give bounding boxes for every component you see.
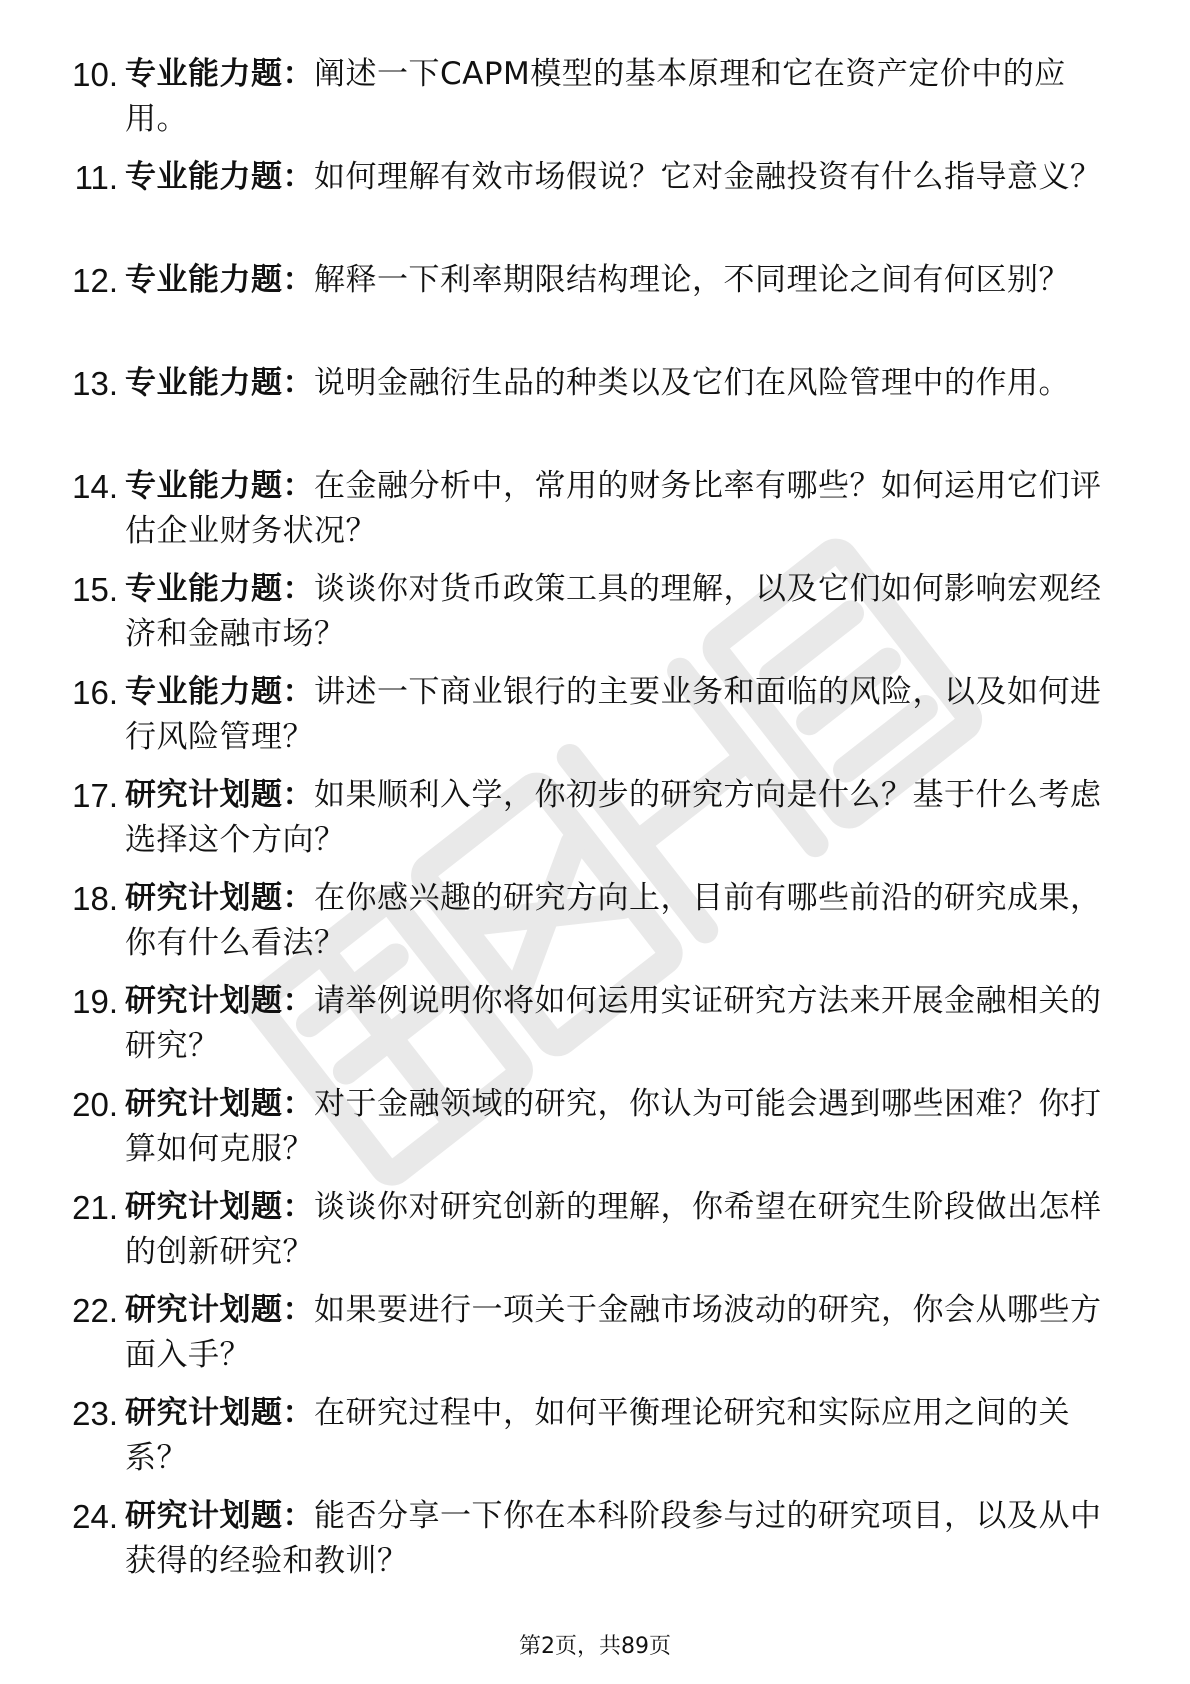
question-category: 研究计划题： [125,1498,314,1534]
question-number: 19. [72,983,118,1020]
question-category: 研究计划题： [125,1086,314,1122]
question-number: 14. [72,468,118,505]
question-body: 能否分享一下你在本科阶段参与过的研究项目，以及从中获得的经验和教训？ [125,1498,1102,1579]
question-item [56,464,1116,567]
question-number: 20. [72,1086,118,1123]
question-item [56,1185,1116,1288]
question-category: 研究计划题： [125,983,314,1019]
question-item [56,567,1116,670]
question-text [125,155,1110,200]
question-category: 专业能力题： [125,365,314,401]
question-body: 请举例说明你将如何运用实证研究方法来开展金融相关的研究？ [125,983,1102,1064]
question-body: 阐述一下CAPM模型的基本原理和它在资产定价中的应用。 [125,56,1066,137]
question-text [125,773,1110,863]
question-item [56,155,1116,258]
question-item [56,52,1116,155]
question-body: 讲述一下商业银行的主要业务和面临的风险，以及如何进行风险管理？ [125,674,1102,755]
question-number: 24. [72,1498,118,1535]
question-item [56,1391,1116,1494]
question-body: 在金融分析中，常用的财务比率有哪些？如何运用它们评估企业财务状况？ [125,468,1102,549]
question-category: 研究计划题： [125,880,314,916]
question-category: 研究计划题： [125,777,314,813]
question-category: 研究计划题： [125,1189,314,1225]
question-text [125,876,1110,966]
question-item [56,1494,1116,1597]
question-text [125,361,1110,406]
question-text [125,1391,1110,1481]
question-body: 对于金融领域的研究，你认为可能会遇到哪些困难？你打算如何克服？ [125,1086,1102,1167]
question-category: 专业能力题： [125,56,314,92]
page-number-footer: 第2页，共89页 [519,1634,671,1659]
question-body: 谈谈你对货币政策工具的理解，以及它们如何影响宏观经济和金融市场？ [125,571,1102,652]
question-body: 如果顺利入学，你初步的研究方向是什么？基于什么考虑选择这个方向？ [125,777,1102,858]
question-text [125,258,1110,303]
question-number: 10. [72,56,118,93]
question-number: 21. [72,1189,118,1226]
question-item [56,670,1116,773]
question-number: 12. [72,262,118,299]
question-text [125,464,1110,554]
question-number: 23. [72,1395,118,1432]
question-text [125,1185,1110,1275]
question-list [56,52,1116,1597]
question-item [56,361,1116,464]
question-number: 11. [74,159,118,196]
question-number: 15. [72,571,118,608]
question-category: 研究计划题： [125,1292,314,1328]
question-text [125,1288,1110,1378]
question-number: 17. [72,777,118,814]
question-item [56,773,1116,876]
question-item [56,1082,1116,1185]
question-body: 谈谈你对研究创新的理解，你希望在研究生阶段做出怎样的创新研究？ [125,1189,1102,1270]
question-item [56,258,1116,361]
question-number: 16. [72,674,118,711]
question-body: 在你感兴趣的研究方向上，目前有哪些前沿的研究成果，你有什么看法？ [125,880,1102,961]
question-category: 专业能力题： [125,674,314,710]
question-category: 专业能力题： [125,262,314,298]
question-category: 专业能力题： [125,468,314,504]
question-text [125,1082,1110,1172]
question-category: 专业能力题： [125,159,314,195]
question-text [125,979,1110,1069]
question-body: 如果要进行一项关于金融市场波动的研究，你会从哪些方面入手？ [125,1292,1102,1373]
question-body: 在研究过程中，如何平衡理论研究和实际应用之间的关系？ [125,1395,1070,1476]
question-text [125,670,1110,760]
question-text [125,52,1110,142]
question-number: 18. [72,880,118,917]
question-number: 13. [72,365,118,402]
question-number: 22. [72,1292,118,1329]
question-category: 研究计划题： [125,1395,314,1431]
question-item [56,876,1116,979]
question-item [56,1288,1116,1391]
question-body: 解释一下利率期限结构理论，不同理论之间有何区别？ [314,262,1070,298]
question-text [125,1494,1110,1584]
question-item [56,979,1116,1082]
question-body: 说明金融衍生品的种类以及它们在风险管理中的作用。 [314,365,1070,401]
question-text [125,567,1110,657]
question-category: 专业能力题： [125,571,314,607]
question-body: 如何理解有效市场假说？它对金融投资有什么指导意义？ [314,159,1102,195]
